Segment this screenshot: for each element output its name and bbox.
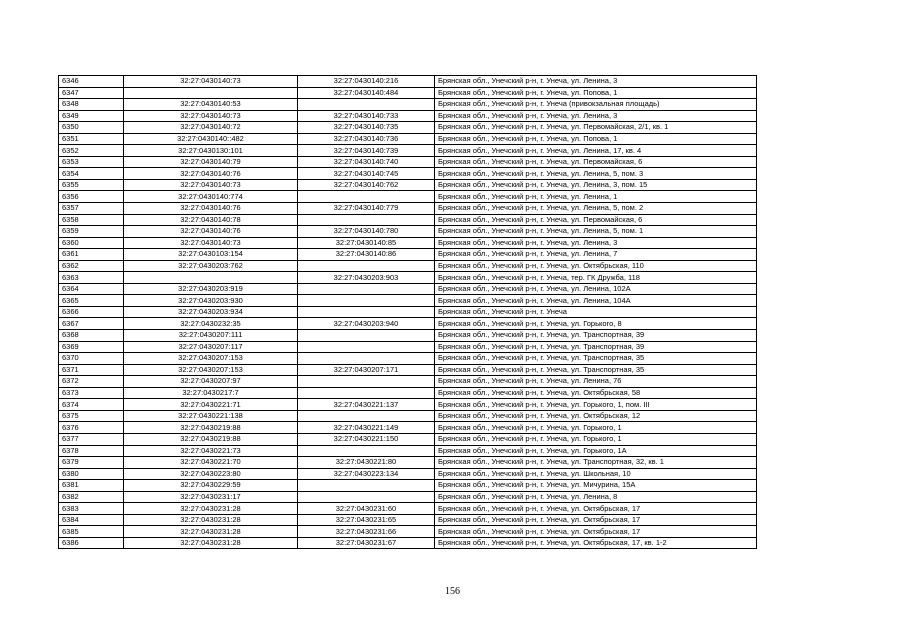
address-cell: Брянская обл., Унечский р-н, г. Унеча, ул. Ленина, 8 — [435, 491, 757, 503]
record-number-cell: 6355 — [59, 179, 124, 191]
table-row — [59, 537, 757, 549]
table-row — [59, 341, 757, 353]
land-cadastral-number-cell: 32:27:0430219:88 — [124, 433, 298, 445]
object-cadastral-number-cell: 32:27:0430140:733 — [298, 110, 435, 122]
land-cadastral-number-cell: 32:27:0430130:101 — [124, 145, 298, 157]
address-cell: Брянская обл., Унечский р-н, г. Унеча, ул. Ленина, 102А — [435, 283, 757, 295]
table-row — [59, 133, 757, 145]
object-cadastral-number-cell: 32:27:0430140:780 — [298, 226, 435, 238]
table-row — [59, 526, 757, 538]
address-cell: Брянская обл., Унечский р-н, г. Унеча, ул. Ленина, 104А — [435, 295, 757, 307]
object-cadastral-number-cell: 32:27:0430140:736 — [298, 133, 435, 145]
record-number-cell: 6366 — [59, 306, 124, 318]
record-number-cell: 6347 — [59, 87, 124, 99]
object-cadastral-number-cell: 32:27:0430223:134 — [298, 468, 435, 480]
land-cadastral-number-cell: 32:27:0430140:73 — [124, 237, 298, 249]
table-row — [59, 179, 757, 191]
object-cadastral-number-cell — [298, 260, 435, 272]
address-cell: Брянская обл., Унечский р-н, г. Унеча, ул. Мичурина, 15А — [435, 480, 757, 492]
table-row — [59, 422, 757, 434]
object-cadastral-number-cell — [298, 330, 435, 342]
address-cell: Брянская обл., Унечский р-н, г. Унеча, ул. Первомайская, 6 — [435, 214, 757, 226]
object-cadastral-number-cell — [298, 191, 435, 203]
land-cadastral-number-cell: 32:27:0430140:78 — [124, 214, 298, 226]
table-row — [59, 364, 757, 376]
record-number-cell: 6353 — [59, 156, 124, 168]
table-row — [59, 283, 757, 295]
land-cadastral-number-cell: 32:27:0430221:73 — [124, 445, 298, 457]
record-number-cell: 6367 — [59, 318, 124, 330]
table-row — [59, 376, 757, 388]
table-row — [59, 445, 757, 457]
table-row — [59, 457, 757, 469]
object-cadastral-number-cell — [298, 295, 435, 307]
address-cell: Брянская обл., Унечский р-н, г. Унеча, ул. Горького, 1, пом. III — [435, 399, 757, 411]
object-cadastral-number-cell: 32:27:0430140:739 — [298, 145, 435, 157]
table-row — [59, 433, 757, 445]
land-cadastral-number-cell: 32:27:0430207:153 — [124, 353, 298, 365]
table-row — [59, 226, 757, 238]
address-cell: Брянская обл., Унечский р-н, г. Унеча, ул. Горького, 1А — [435, 445, 757, 457]
land-cadastral-number-cell: 32:27:0430140:72 — [124, 122, 298, 134]
object-cadastral-number-cell — [298, 480, 435, 492]
address-cell: Брянская обл., Унечский р-н, г. Унеча, ул. Горького, 8 — [435, 318, 757, 330]
table-row — [59, 318, 757, 330]
address-cell: Брянская обл., Унечский р-н, г. Унеча, ул. Ленина, 3 — [435, 76, 757, 88]
land-cadastral-number-cell: 32:27:0430140:76 — [124, 203, 298, 215]
record-number-cell: 6359 — [59, 226, 124, 238]
land-cadastral-number-cell: 32:27:0430207:117 — [124, 341, 298, 353]
land-cadastral-number-cell: 32:27:0430203:930 — [124, 295, 298, 307]
address-cell: Брянская обл., Унечский р-н, г. Унеча, ул. Школьная, 10 — [435, 468, 757, 480]
object-cadastral-number-cell — [298, 376, 435, 388]
object-cadastral-number-cell — [298, 214, 435, 226]
object-cadastral-number-cell: 32:27:0430221:137 — [298, 399, 435, 411]
table-row — [59, 410, 757, 422]
page-number: 156 — [445, 586, 460, 597]
table-row — [59, 468, 757, 480]
table-row — [59, 295, 757, 307]
object-cadastral-number-cell — [298, 410, 435, 422]
object-cadastral-number-cell: 32:27:0430207:171 — [298, 364, 435, 376]
object-cadastral-number-cell: 32:27:0430231:60 — [298, 503, 435, 515]
object-cadastral-number-cell — [298, 387, 435, 399]
address-cell: Брянская обл., Унечский р-н, г. Унеча, ул. Октябрьская, 17, кв. 1-2 — [435, 537, 757, 549]
object-cadastral-number-cell: 32:27:0430140:484 — [298, 87, 435, 99]
address-cell: Брянская обл., Унечский р-н, г. Унеча, ул. Горького, 1 — [435, 433, 757, 445]
table-row — [59, 156, 757, 168]
land-cadastral-number-cell: 32:27:0430231:17 — [124, 491, 298, 503]
table-row — [59, 76, 757, 88]
address-cell: Брянская обл., Унечский р-н, г. Унеча, ул. Ленина, 1 — [435, 191, 757, 203]
table-row — [59, 387, 757, 399]
record-number-cell: 6380 — [59, 468, 124, 480]
land-cadastral-number-cell: 32:27:0430103:154 — [124, 249, 298, 261]
table-row — [59, 214, 757, 226]
table-row — [59, 272, 757, 284]
land-cadastral-number-cell: 32:27:0430140:53 — [124, 99, 298, 111]
table-row — [59, 249, 757, 261]
record-number-cell: 6365 — [59, 295, 124, 307]
land-cadastral-number-cell — [124, 87, 298, 99]
land-cadastral-number-cell: 32:27:0430231:28 — [124, 514, 298, 526]
address-cell: Брянская обл., Унечский р-н, г. Унеча, ул. Ленина, 5, пом. 1 — [435, 226, 757, 238]
address-cell: Брянская обл., Унечский р-н, г. Унеча (привокзальная площадь) — [435, 99, 757, 111]
address-cell: Брянская обл., Унечский р-н, г. Унеча, ул. Транспортная, 32, кв. 1 — [435, 457, 757, 469]
record-number-cell: 6375 — [59, 410, 124, 422]
object-cadastral-number-cell: 32:27:0430231:67 — [298, 537, 435, 549]
record-number-cell: 6370 — [59, 353, 124, 365]
record-number-cell: 6361 — [59, 249, 124, 261]
record-number-cell: 6377 — [59, 433, 124, 445]
object-cadastral-number-cell: 32:27:0430221:80 — [298, 457, 435, 469]
record-number-cell: 6376 — [59, 422, 124, 434]
object-cadastral-number-cell — [298, 341, 435, 353]
land-cadastral-number-cell: 32:27:0430140:76 — [124, 168, 298, 180]
record-number-cell: 6354 — [59, 168, 124, 180]
table-row — [59, 110, 757, 122]
object-cadastral-number-cell: 32:27:0430140:86 — [298, 249, 435, 261]
record-number-cell: 6346 — [59, 76, 124, 88]
address-cell: Брянская обл., Унечский р-н, г. Унеча, ул. Ленина, 3 — [435, 237, 757, 249]
object-cadastral-number-cell — [298, 306, 435, 318]
record-number-cell: 6369 — [59, 341, 124, 353]
record-number-cell: 6372 — [59, 376, 124, 388]
record-number-cell: 6351 — [59, 133, 124, 145]
land-cadastral-number-cell: 32:27:0430207:153 — [124, 364, 298, 376]
record-number-cell: 6383 — [59, 503, 124, 515]
address-cell: Брянская обл., Унечский р-н, г. Унеча, ул. Горького, 1 — [435, 422, 757, 434]
address-cell: Брянская обл., Унечский р-н, г. Унеча, ул. Попова, 1 — [435, 133, 757, 145]
land-cadastral-number-cell: 32:27:0430207:97 — [124, 376, 298, 388]
record-number-cell: 6349 — [59, 110, 124, 122]
land-cadastral-number-cell: 32:27:0430203:762 — [124, 260, 298, 272]
land-cadastral-number-cell: 32:27:0430140:73 — [124, 179, 298, 191]
object-cadastral-number-cell: 32:27:0430231:65 — [298, 514, 435, 526]
address-cell: Брянская обл., Унечский р-н, г. Унеча, ул. Ленина, 3, пом. 15 — [435, 179, 757, 191]
record-number-cell: 6358 — [59, 214, 124, 226]
address-cell: Брянская обл., Унечский р-н, г. Унеча, ул. Первомайская, 2/1, кв. 1 — [435, 122, 757, 134]
address-cell: Брянская обл., Унечский р-н, г. Унеча, ул. Октябрьская, 12 — [435, 410, 757, 422]
object-cadastral-number-cell: 32:27:0430221:149 — [298, 422, 435, 434]
table-row — [59, 168, 757, 180]
object-cadastral-number-cell: 32:27:0430140:762 — [298, 179, 435, 191]
table-row — [59, 87, 757, 99]
registry-table — [58, 75, 757, 549]
address-cell: Брянская обл., Унечский р-н, г. Унеча, ул. Транспортная, 35 — [435, 353, 757, 365]
record-number-cell: 6371 — [59, 364, 124, 376]
address-cell: Брянская обл., Унечский р-н, г. Унеча, ул. Ленина, 76 — [435, 376, 757, 388]
table-row — [59, 306, 757, 318]
object-cadastral-number-cell: 32:27:0430140:779 — [298, 203, 435, 215]
address-cell: Брянская обл., Унечский р-н, г. Унеча, ул. Транспортная, 39 — [435, 341, 757, 353]
land-cadastral-number-cell: 32:27:0430140:73 — [124, 76, 298, 88]
object-cadastral-number-cell — [298, 491, 435, 503]
address-cell: Брянская обл., Унечский р-н, г. Унеча, ул. Ленина, 5, пом. 3 — [435, 168, 757, 180]
table-row — [59, 399, 757, 411]
record-number-cell: 6384 — [59, 514, 124, 526]
table-row — [59, 191, 757, 203]
object-cadastral-number-cell: 32:27:0430140:740 — [298, 156, 435, 168]
land-cadastral-number-cell: 32:27:0430231:28 — [124, 526, 298, 538]
object-cadastral-number-cell: 32:27:0430140:85 — [298, 237, 435, 249]
address-cell: Брянская обл., Унечский р-н, г. Унеча, ул. Октябрьская, 110 — [435, 260, 757, 272]
record-number-cell: 6385 — [59, 526, 124, 538]
address-cell: Брянская обл., Унечский р-н, г. Унеча, ул. Октябрьская, 17 — [435, 514, 757, 526]
record-number-cell: 6374 — [59, 399, 124, 411]
record-number-cell: 6352 — [59, 145, 124, 157]
land-cadastral-number-cell: 32:27:0430203:919 — [124, 283, 298, 295]
table-row — [59, 122, 757, 134]
address-cell: Брянская обл., Унечский р-н, г. Унеча, ул. Первомайская, 6 — [435, 156, 757, 168]
table-row — [59, 480, 757, 492]
object-cadastral-number-cell: 32:27:0430221:150 — [298, 433, 435, 445]
land-cadastral-number-cell: 32:27:0430203:934 — [124, 306, 298, 318]
table-row — [59, 203, 757, 215]
record-number-cell: 6381 — [59, 480, 124, 492]
land-cadastral-number-cell: 32:27:0430221:138 — [124, 410, 298, 422]
address-cell: Брянская обл., Унечский р-н, г. Унеча — [435, 306, 757, 318]
table-row — [59, 330, 757, 342]
land-cadastral-number-cell: 32:27:0430231:28 — [124, 537, 298, 549]
land-cadastral-number-cell: 32:27:0430217:7 — [124, 387, 298, 399]
table-row — [59, 237, 757, 249]
record-number-cell: 6368 — [59, 330, 124, 342]
land-cadastral-number-cell: 32:27:0430223:80 — [124, 468, 298, 480]
address-cell: Брянская обл., Унечский р-н, г. Унеча, ул. Октябрьская, 17 — [435, 503, 757, 515]
land-cadastral-number-cell: 32:27:0430232:35 — [124, 318, 298, 330]
record-number-cell: 6373 — [59, 387, 124, 399]
record-number-cell: 6378 — [59, 445, 124, 457]
registry-table-body — [59, 76, 757, 549]
record-number-cell: 6382 — [59, 491, 124, 503]
address-cell: Брянская обл., Унечский р-н, г. Унеча, ул. Ленина, 3 — [435, 110, 757, 122]
land-cadastral-number-cell: 32:27:0430140:774 — [124, 191, 298, 203]
address-cell: Брянская обл., Унечский р-н, г. Унеча, ул. Транспортная, 35 — [435, 364, 757, 376]
table-row — [59, 503, 757, 515]
object-cadastral-number-cell — [298, 445, 435, 457]
object-cadastral-number-cell: 32:27:0430231:66 — [298, 526, 435, 538]
address-cell: Брянская обл., Унечский р-н, г. Унеча, ул. Ленина, 17, кв. 4 — [435, 145, 757, 157]
object-cadastral-number-cell: 32:27:0430140:216 — [298, 76, 435, 88]
object-cadastral-number-cell: 32:27:0430203:903 — [298, 272, 435, 284]
record-number-cell: 6363 — [59, 272, 124, 284]
object-cadastral-number-cell — [298, 99, 435, 111]
address-cell: Брянская обл., Унечский р-н, г. Унеча, ул. Транспортная, 39 — [435, 330, 757, 342]
land-cadastral-number-cell: 32:27:0430140::482 — [124, 133, 298, 145]
address-cell: Брянская обл., Унечский р-н, г. Унеча, тер. ГК Дружба, 118 — [435, 272, 757, 284]
record-number-cell: 6360 — [59, 237, 124, 249]
record-number-cell: 6386 — [59, 537, 124, 549]
address-cell: Брянская обл., Унечский р-н, г. Унеча, ул. Октябрьская, 58 — [435, 387, 757, 399]
table-row — [59, 145, 757, 157]
object-cadastral-number-cell — [298, 353, 435, 365]
land-cadastral-number-cell — [124, 272, 298, 284]
object-cadastral-number-cell: 32:27:0430140:735 — [298, 122, 435, 134]
land-cadastral-number-cell: 32:27:0430140:73 — [124, 110, 298, 122]
object-cadastral-number-cell: 32:27:0430203:940 — [298, 318, 435, 330]
land-cadastral-number-cell: 32:27:0430229:59 — [124, 480, 298, 492]
record-number-cell: 6357 — [59, 203, 124, 215]
land-cadastral-number-cell: 32:27:0430231:28 — [124, 503, 298, 515]
table-row — [59, 353, 757, 365]
record-number-cell: 6348 — [59, 99, 124, 111]
land-cadastral-number-cell: 32:27:0430140:79 — [124, 156, 298, 168]
record-number-cell: 6350 — [59, 122, 124, 134]
address-cell: Брянская обл., Унечский р-н, г. Унеча, ул. Октябрьская, 17 — [435, 526, 757, 538]
table-row — [59, 491, 757, 503]
object-cadastral-number-cell: 32:27:0430140:745 — [298, 168, 435, 180]
record-number-cell: 6364 — [59, 283, 124, 295]
address-cell: Брянская обл., Унечский р-н, г. Унеча, ул. Ленина, 5, пом. 2 — [435, 203, 757, 215]
land-cadastral-number-cell: 32:27:0430207:111 — [124, 330, 298, 342]
address-cell: Брянская обл., Унечский р-н, г. Унеча, ул. Ленина, 7 — [435, 249, 757, 261]
object-cadastral-number-cell — [298, 283, 435, 295]
land-cadastral-number-cell: 32:27:0430221:71 — [124, 399, 298, 411]
table-row — [59, 260, 757, 272]
record-number-cell: 6356 — [59, 191, 124, 203]
table-row — [59, 514, 757, 526]
record-number-cell: 6379 — [59, 457, 124, 469]
table-row — [59, 99, 757, 111]
land-cadastral-number-cell: 32:27:0430219:88 — [124, 422, 298, 434]
land-cadastral-number-cell: 32:27:0430140:76 — [124, 226, 298, 238]
record-number-cell: 6362 — [59, 260, 124, 272]
land-cadastral-number-cell: 32:27:0430221:70 — [124, 457, 298, 469]
address-cell: Брянская обл., Унечский р-н, г. Унеча, ул. Попова, 1 — [435, 87, 757, 99]
